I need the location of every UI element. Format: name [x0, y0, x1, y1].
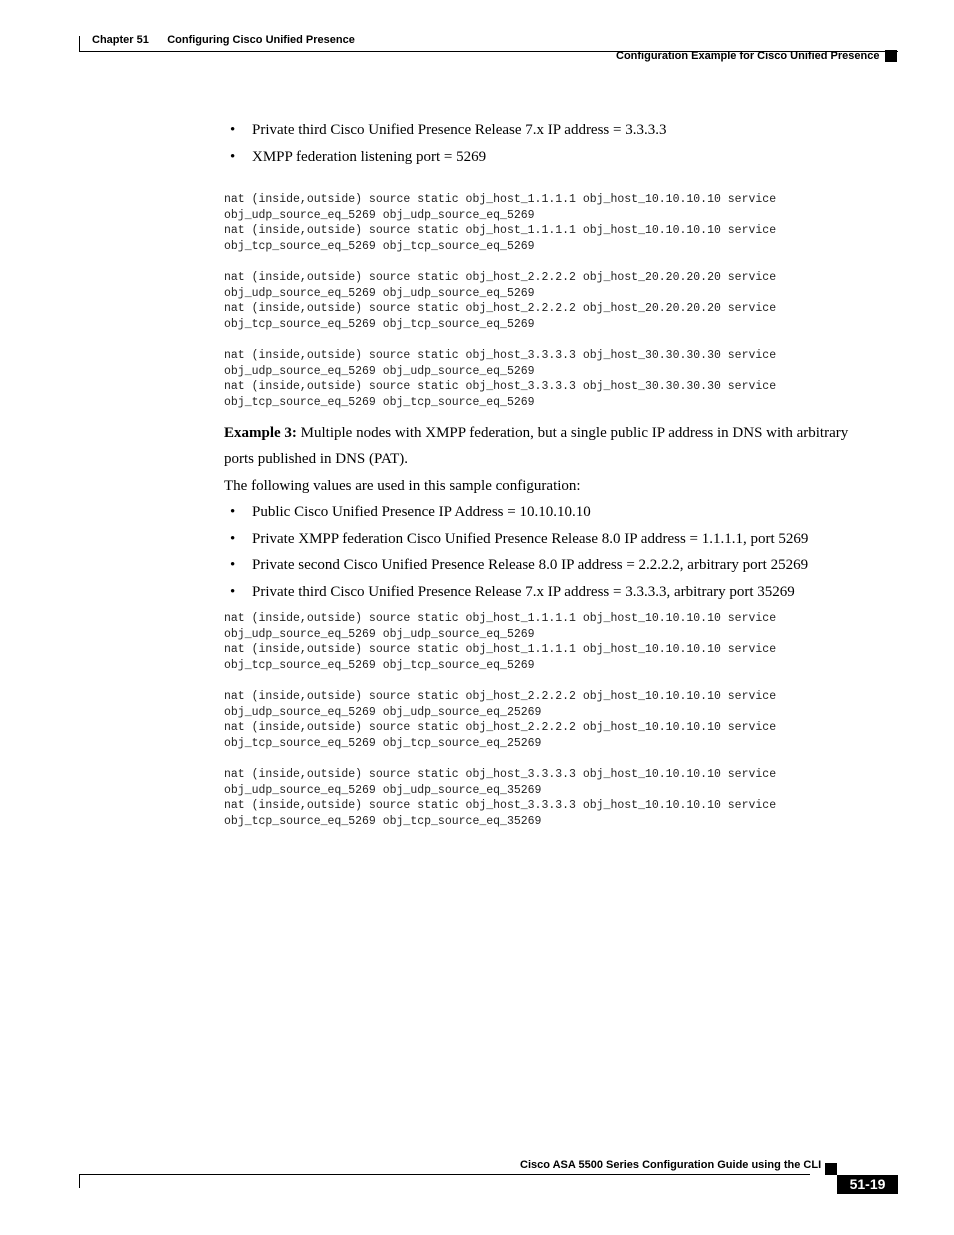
section-title: Configuration Example for Cisco Unified Presence: [616, 50, 880, 62]
example-label: Example 3:: [224, 425, 297, 441]
bullet-glyph: •: [230, 584, 236, 600]
bullet-item: [230, 504, 591, 521]
bullet-text: Private third Cisco Unified Presence Release 7.x IP address = 3.3.3.3, arbitrary port 35269: [252, 584, 795, 600]
intro-text: The following values are used in this sample configuration:: [224, 478, 581, 494]
header-marker: [885, 50, 897, 62]
example-paragraph: [224, 425, 848, 442]
footer-tick: [79, 1174, 80, 1188]
example-paragraph-cont: ports published in DNS (PAT).: [224, 451, 409, 467]
footer-guide-title: Cisco ASA 5500 Series Configuration Guide using the CLI: [520, 1159, 822, 1171]
example-text: Multiple nodes with XMPP federation, but a single public IP address in DNS with arbitrary: [296, 425, 849, 441]
code-block: nat (inside,outside) source static obj_host_2.2.2.2 obj_host_20.20.20.20 service obj_udp_source_eq_5269 obj_udp_source_eq_5269 nat (inside,outside) source static obj_host_2.2.2.2 obj_host_20.20.20.20 service obj_tcp_source_eq_5269 obj_tcp_source_eq_5269: [224, 271, 777, 331]
chapter-title: Chapter 51 Configuring Cisco Unified Presence: [92, 34, 355, 46]
bullet-item: [230, 531, 808, 548]
bullet-item: [230, 122, 666, 139]
bullet-glyph: •: [230, 557, 236, 573]
footer-marker: [825, 1163, 837, 1175]
bullet-text: Public Cisco Unified Presence IP Address = 10.10.10.10: [252, 504, 591, 520]
bullet-text: XMPP federation listening port = 5269: [252, 149, 487, 165]
bullet-text: Private XMPP federation Cisco Unified Presence Release 8.0 IP address = 1.1.1.1, port 5269: [252, 531, 809, 547]
page-number: 51-19: [837, 1175, 898, 1194]
bullet-text: Private second Cisco Unified Presence Release 8.0 IP address = 2.2.2.2, arbitrary port 25269: [252, 557, 809, 573]
code-block: nat (inside,outside) source static obj_host_1.1.1.1 obj_host_10.10.10.10 service obj_udp_source_eq_5269 obj_udp_source_eq_5269 nat (inside,outside) source static obj_host_1.1.1.1 obj_host_10.10.10.10 service obj_tcp_source_eq_5269 obj_tcp_source_eq_5269: [224, 193, 777, 253]
footer-rule: [79, 1174, 810, 1175]
bullet-glyph: •: [230, 122, 236, 138]
code-block: nat (inside,outside) source static obj_host_3.3.3.3 obj_host_10.10.10.10 service obj_udp_source_eq_5269 obj_udp_source_eq_35269 nat (inside,outside) source static obj_host_3.3.3.3 obj_host_10.10.10.10 service obj_tcp_source_eq_5269 obj_tcp_source_eq_35269: [224, 768, 777, 828]
code-block: nat (inside,outside) source static obj_host_1.1.1.1 obj_host_10.10.10.10 service obj_udp_source_eq_5269 obj_udp_source_eq_5269 nat (inside,outside) source static obj_host_1.1.1.1 obj_host_10.10.10.10 service obj_tcp_source_eq_5269 obj_tcp_source_eq_5269: [224, 612, 777, 672]
bullet-glyph: •: [230, 149, 236, 165]
bullet-item: [230, 557, 808, 574]
code-block: nat (inside,outside) source static obj_host_3.3.3.3 obj_host_30.30.30.30 service obj_udp_source_eq_5269 obj_udp_source_eq_5269 nat (inside,outside) source static obj_host_3.3.3.3 obj_host_30.30.30.30 service obj_tcp_source_eq_5269 obj_tcp_source_eq_5269: [224, 349, 777, 409]
bullet-glyph: •: [230, 531, 236, 547]
code-block: nat (inside,outside) source static obj_host_2.2.2.2 obj_host_10.10.10.10 service obj_udp_source_eq_5269 obj_udp_source_eq_25269 nat (inside,outside) source static obj_host_2.2.2.2 obj_host_10.10.10.10 service obj_tcp_source_eq_5269 obj_tcp_source_eq_25269: [224, 690, 777, 750]
bullet-item: [230, 149, 486, 166]
bullet-text: Private third Cisco Unified Presence Release 7.x IP address = 3.3.3.3: [252, 122, 667, 138]
bullet-glyph: •: [230, 504, 236, 520]
bullet-item: [230, 584, 795, 601]
